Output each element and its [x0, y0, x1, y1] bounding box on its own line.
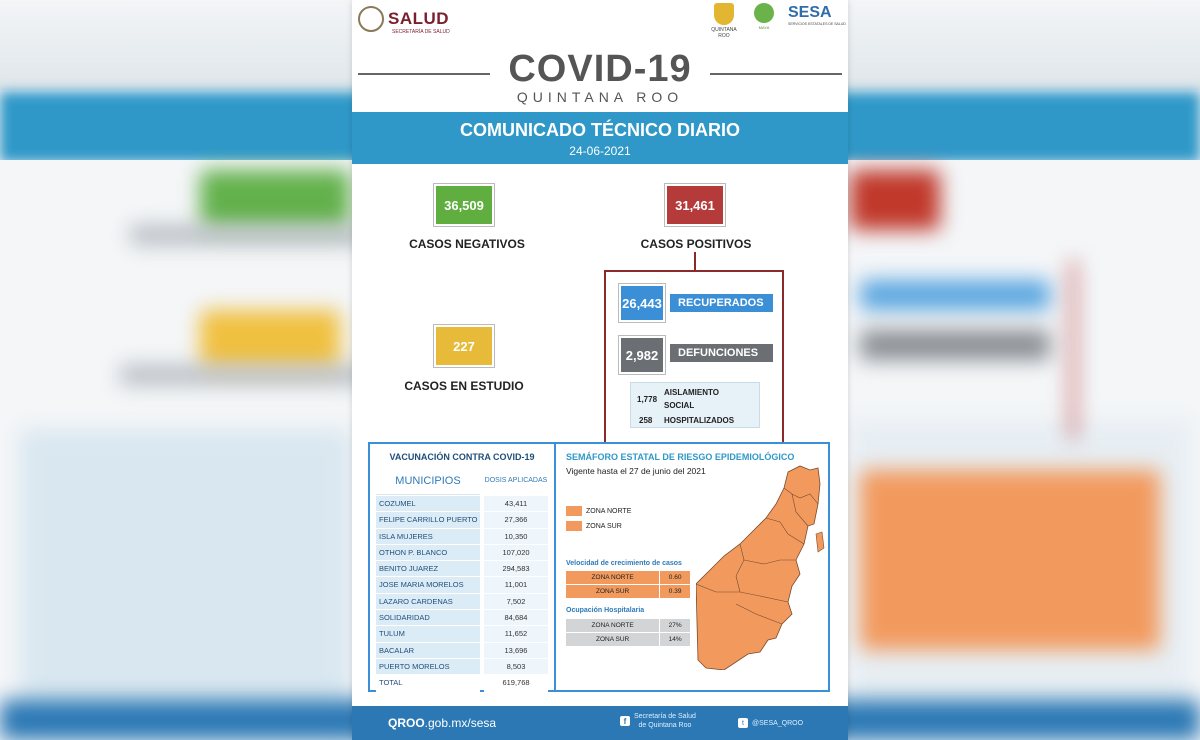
- footer-url[interactable]: QROO.gob.mx/sesa: [388, 716, 497, 730]
- hospital-occupancy-table: [566, 619, 690, 647]
- legend-swatch: [566, 506, 582, 516]
- dosis-cell: 27,366: [484, 512, 548, 528]
- recovered-label: RECUPERADOS: [670, 294, 773, 312]
- dosis-cell: 84,684: [484, 610, 548, 626]
- total-value: 619,768: [484, 675, 548, 691]
- municipio-cell: SOLIDARIDAD: [376, 610, 480, 626]
- table-row: [376, 512, 548, 528]
- table-row: [376, 643, 548, 659]
- municipio-cell: BACALAR: [376, 643, 480, 659]
- legend-swatch: [566, 521, 582, 531]
- table-row: [376, 561, 548, 577]
- table-row: ZONA SUR 0.39: [566, 585, 690, 598]
- deaths-value: 2,982: [619, 336, 665, 374]
- table-row: ZONA SUR 14%: [566, 633, 690, 646]
- vaccination-title: VACUNACIÓN CONTRA COVID-19: [389, 452, 535, 462]
- quintana-roo-logo: QUINTANA ROO: [706, 3, 742, 35]
- facebook-link[interactable]: f Secretaría de Salud de Quintana Roo: [620, 712, 696, 730]
- dosis-cell: 7,502: [484, 594, 548, 610]
- table-row: [376, 659, 548, 675]
- hospitalized-value: 258: [639, 416, 653, 425]
- quintana-roo-map: [696, 464, 826, 670]
- connector-line: [694, 252, 696, 270]
- mexico-seal-icon: [358, 6, 384, 32]
- communique-band: [352, 112, 848, 164]
- municipio-cell: PUERTO MORELOS: [376, 659, 480, 675]
- recovered-value: 26,443: [619, 284, 665, 322]
- vaccination-semaphore-panel: [368, 442, 830, 692]
- isolation-value: 1,778: [637, 395, 658, 404]
- table-row: [376, 577, 548, 593]
- communique-title: COMUNICADO TÉCNICO DIARIO: [460, 120, 740, 140]
- isolation-label: AISLAMIENTO SOCIAL: [664, 388, 719, 410]
- maya-logo: MAYA: [748, 3, 780, 35]
- dosis-cell: 10,350: [484, 529, 548, 545]
- vaccination-table: [370, 444, 554, 690]
- table-row: [376, 610, 548, 626]
- panel-divider: [554, 444, 556, 690]
- positive-cases-label: CASOS POSITIVOS: [640, 237, 752, 251]
- page-title: COVID-19: [508, 48, 692, 90]
- qroo-shield-icon: [714, 3, 734, 25]
- map-state-shape: [696, 466, 820, 670]
- total-label: TOTAL: [376, 675, 480, 691]
- isolation-hospitalized-box: [630, 382, 760, 428]
- hospitalized-label: HOSPITALIZADOS: [664, 416, 735, 425]
- sesa-logo: SESA SERVICIOS ESTATALES DE SALUD: [788, 4, 846, 26]
- column-header-dosis: DOSIS APLICADAS: [484, 477, 548, 484]
- twitter-link[interactable]: t @SESA_QROO: [738, 718, 803, 728]
- municipio-cell: LAZARO CARDENAS: [376, 594, 480, 610]
- cases-under-study-label: CASOS EN ESTUDIO: [404, 379, 524, 393]
- salud-logo: SALUD SECRETARÍA DE SALUD: [358, 6, 449, 32]
- semaphore-subtitle: Vigente hasta el 27 de junio del 2021: [566, 466, 706, 476]
- twitter-icon: t: [738, 718, 748, 728]
- table-row: [376, 496, 548, 512]
- legend-zona-sur: ZONA SUR: [566, 521, 622, 531]
- municipio-cell: OTHON P. BLANCO: [376, 545, 480, 561]
- municipio-cell: FELIPE CARRILLO PUERTO: [376, 512, 480, 528]
- semaphore-title: SEMÁFORO ESTATAL DE RIESGO EPIDEMIOLÓGICO: [566, 452, 795, 462]
- covid-report-poster: [352, 0, 848, 740]
- table-row: [376, 594, 548, 610]
- table-row: ZONA NORTE 0.60: [566, 571, 690, 584]
- column-header-municipios: MUNICIPIOS: [376, 468, 480, 495]
- footer: [352, 706, 848, 740]
- growth-speed-table: [566, 571, 690, 599]
- deaths-label: DEFUNCIONES: [670, 344, 773, 362]
- municipio-cell: COZUMEL: [376, 496, 480, 512]
- dosis-cell: 11,001: [484, 577, 548, 593]
- tree-icon: [754, 3, 774, 23]
- dosis-cell: 11,652: [484, 626, 548, 642]
- page-subtitle: QUINTANA ROO: [516, 89, 684, 105]
- legend-zona-norte: ZONA NORTE: [566, 506, 631, 516]
- negative-cases-value: 36,509: [434, 184, 494, 226]
- cases-under-study-value: 227: [434, 325, 494, 367]
- municipio-cell: BENITO JUAREZ: [376, 561, 480, 577]
- municipio-cell: JOSE MARIA MORELOS: [376, 577, 480, 593]
- communique-date: 24-06-2021: [569, 144, 631, 158]
- municipio-cell: ISLA MUJERES: [376, 529, 480, 545]
- municipio-cell: TULUM: [376, 626, 480, 642]
- positive-cases-value: 31,461: [665, 184, 725, 226]
- table-row: [376, 545, 548, 561]
- island-cozumel: [816, 532, 824, 552]
- dosis-cell: 8,503: [484, 659, 548, 675]
- dosis-cell: 294,583: [484, 561, 548, 577]
- table-row: ZONA NORTE 27%: [566, 619, 690, 632]
- vaccination-rows: [376, 496, 548, 692]
- table-total-row: [376, 675, 548, 691]
- table-row: [376, 529, 548, 545]
- facebook-icon: f: [620, 716, 630, 726]
- growth-speed-title: Velocidad de crecimiento de casos: [566, 560, 682, 567]
- dosis-cell: 13,696: [484, 643, 548, 659]
- negative-cases-label: CASOS NEGATIVOS: [409, 237, 525, 251]
- table-row: [376, 626, 548, 642]
- dosis-cell: 107,020: [484, 545, 548, 561]
- page-title-block: [358, 46, 842, 105]
- dosis-cell: 43,411: [484, 496, 548, 512]
- hospital-occupancy-title: Ocupación Hospitalaria: [566, 607, 645, 614]
